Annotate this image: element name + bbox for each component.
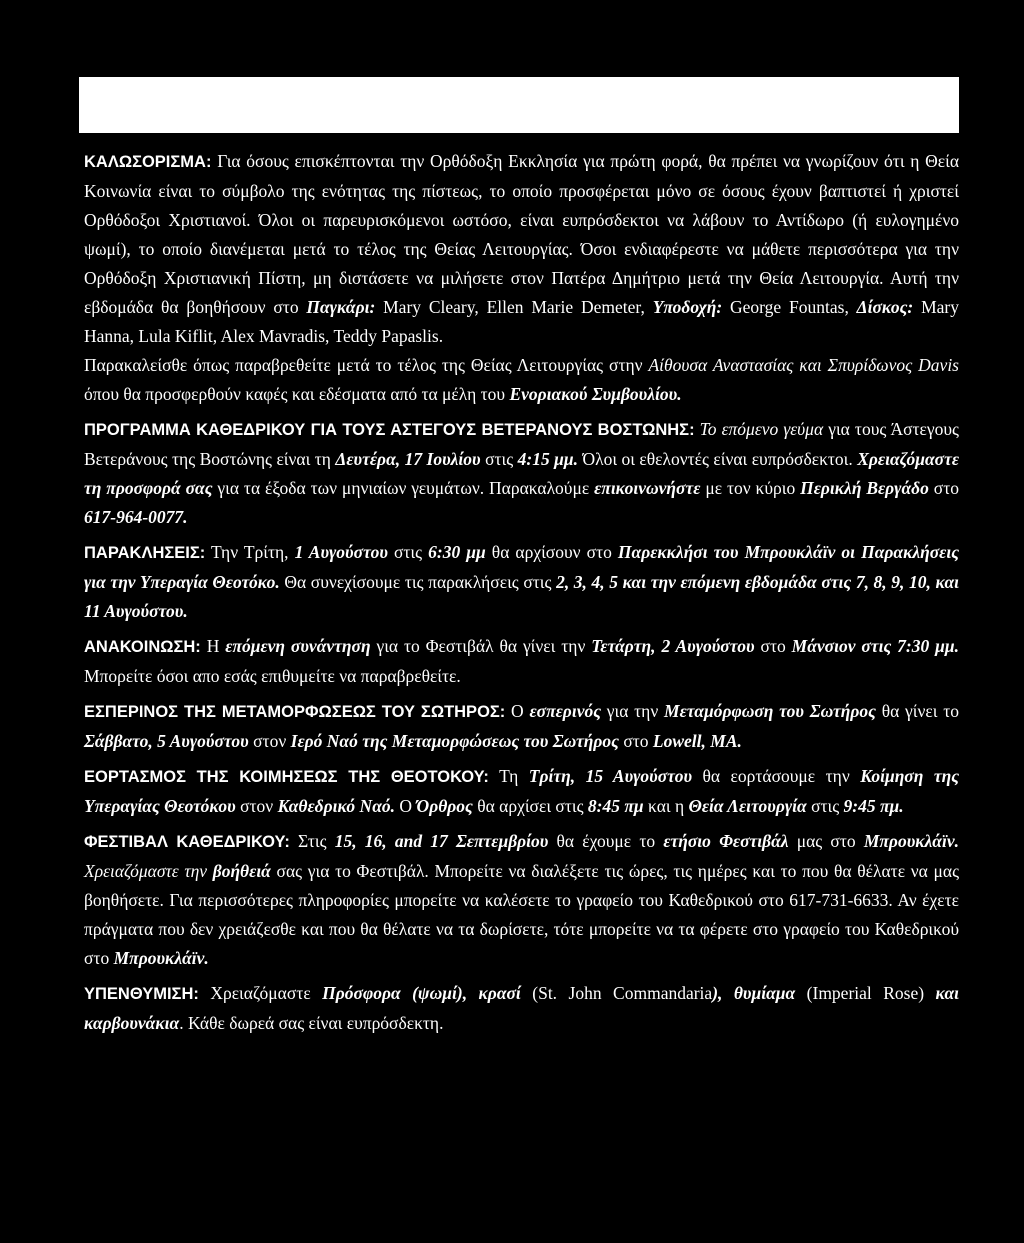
paraklesis-dates: 2, 3, 4, 5 και την επόμενη εβδομάδα στις 7, 8, 9, 10, και 11 Αυγούστου. <box>84 572 959 621</box>
reminder-paragraph <box>84 979 959 1038</box>
welcome-text: Για όσους επισκέπτονται την Ορθόδοξη Εκκλησία για πρώτη φορά, θα πρέπει να γνωρίζουν ότι η Θεία Κοινωνία είναι το σύμβολο της ενότητας της πίστεως, το οποίο προσφέρεται μόνο σε όσους έχουν βαπτιστεί ή χριστεί Ορθόδοξοι Χριστιανοί. Όλοι οι παρευρισκόμενοι ωστόσο, είναι ευπρόσδεκτοι να λάβουν το Αντίδωρο (ή ευλογημένο ψωμί), το οποίο διανέμεται μετά το τέλος της Θείας Λειτουργίας. Όσοι ενδιαφέρεστε να μάθετε περισσότερα για την Ορθόδοξη Χριστιανική Πίστη, μη διστάσετε να μιλήσετε στον Πατέρα Δημήτριο μετά την Θεία Λειτουργία. Αυτή την εβδομάδα θα βοηθήσουν στο <box>84 151 960 317</box>
veterans-text-1: για τους Άστεγους Βετεράνους της Βοστώνης είναι τη <box>84 419 959 469</box>
veterans-contact: επικοινωνήστε <box>594 478 701 498</box>
veterans-time: 4:15 μμ. <box>517 449 579 469</box>
welcome-heading: ΚΑΛΩΣΟΡΙΣΜΑ: <box>84 153 212 171</box>
vespers-text-5: στο <box>618 731 653 751</box>
dormition-orthros: Όρθρος <box>416 796 473 816</box>
dormition-text-7: στις <box>806 796 844 816</box>
coffee-council: Ενοριακού Συμβουλίου. <box>509 384 682 404</box>
reception-label: Υποδοχή: <box>652 297 723 317</box>
coffee-paragraph <box>84 351 959 409</box>
dormition-paragraph <box>84 762 959 821</box>
vespers-heading: ΕΣΠΕΡΙΝΟΣ ΤΗΣ ΜΕΤΑΜΟΡΦΩΣΕΩΣ ΤΟΥ ΣΩΤΗΡΟΣ: <box>84 703 506 721</box>
vespers-date: Σάββατο, 5 Αυγούστου <box>84 731 249 751</box>
veterans-need: Χρειαζόμαστε τη προσφορά σας <box>84 449 960 498</box>
dormition-text-5: θα αρχίσει στις <box>472 796 588 816</box>
festival-text-3: μας στο <box>788 831 864 851</box>
paraklesis-text-3: θα αρχίσουν στο <box>485 542 618 562</box>
reminder-text-3: (Imperial Rose) <box>795 983 936 1003</box>
coffee-text-2: όπου θα προσφερθούν καφές και εδέσματα από τα μέλη του <box>84 384 510 404</box>
announcement-text-3: στο <box>754 636 792 656</box>
festival-place: Μπρουκλάϊν. <box>863 831 959 851</box>
paraklesis-date: 1 Αυγούστου <box>294 542 388 562</box>
reminder-heading: ΥΠΕΝΘΥΜΙΣΗ: <box>84 985 199 1003</box>
vespers-church: Ιερό Ναό της Μεταμορφώσεως του Σωτήρος <box>290 731 619 751</box>
dormition-text-1: Τη <box>488 766 529 786</box>
vespers-text-1: Ο <box>505 701 530 721</box>
announcement-place: Μάνσιον στις 7:30 μμ. <box>791 636 959 656</box>
paraklesis-paragraph <box>84 538 959 626</box>
announcement-text-2: για το Φεστιβάλ θα γίνει την <box>370 636 592 656</box>
announcement-paragraph <box>84 632 959 691</box>
announcement-heading: ΑΝΑΚΟΙΝΩΣΗ: <box>84 638 201 656</box>
vespers-word: εσπερινός <box>529 701 602 721</box>
tray-label: Δίσκος: <box>856 297 914 317</box>
bulletin-content <box>84 147 959 1044</box>
coffee-text: Παρακαλείσθε όπως παραβρεθείτε μετά το τέλος της Θείας Λειτουργίας στην <box>84 355 649 375</box>
paraklesis-text-1: Την Τρίτη, <box>205 542 295 562</box>
pangari-label: Παγκάρι: <box>306 297 376 317</box>
dormition-time-1: 8:45 πμ <box>587 796 644 816</box>
veterans-text-5: με τον κύριο <box>700 478 801 498</box>
reminder-text-1: Χρειαζόμαστε <box>198 983 323 1003</box>
festival-text-1: Στις <box>289 831 335 851</box>
dormition-liturgy: Θεία Λειτουργία <box>688 796 807 816</box>
vespers-feast: Μεταμόρφωση του Σωτήρος <box>664 701 876 721</box>
festival-help: βοήθειά <box>212 861 271 881</box>
veterans-heading: ΠΡΟΓΡΑΜΜΑ ΚΑΘΕΔΡΙΚΟΥ ΓΙΑ ΤΟΥΣ ΑΣΤΕΓΟΥΣ ΒΕΤΕΡΑΝΟΥΣ ΒΟΣΤΩΝΗΣ: <box>84 421 695 439</box>
bulletin-page <box>79 133 959 1195</box>
announcement-text-1: Η <box>200 636 226 656</box>
dormition-text-4: Ο <box>395 796 417 816</box>
welcome-paragraph <box>84 147 959 351</box>
dormition-text-6: και η <box>643 796 689 816</box>
festival-paragraph <box>84 827 959 973</box>
vespers-text-3: θα γίνει το <box>875 701 959 721</box>
vespers-text-4: στον <box>248 731 291 751</box>
festival-need: Χρειαζόμαστε την <box>84 861 213 881</box>
reminder-text-4: . Κάθε δωρεά σας είναι ευπρόσδεκτη. <box>179 1013 444 1033</box>
veterans-text-4: για τα έξοδα των μηνιαίων γευμάτων. Παρακαλούμε <box>212 478 595 498</box>
reception-names: George Fountas, <box>722 297 857 317</box>
reminder-items-3: και καρβουνάκια <box>84 983 960 1033</box>
announcement-text-4: Μπορείτε όσοι απο εσάς επιθυμείτε να παραβρεθείτε. <box>84 666 461 686</box>
veterans-next-meal: Το επόμενο γεύμα <box>694 419 824 439</box>
vespers-city: Lowell, MA. <box>652 731 742 751</box>
tray-names: Mary Hanna, Lula Kiflit, Alex Mavradis, Teddy Papaslis. <box>84 297 959 346</box>
paraklesis-time: 6:30 μμ <box>428 542 486 562</box>
dormition-place: Καθεδρικό Ναό. <box>277 796 396 816</box>
veterans-phone: 617-964-0077. <box>84 507 188 527</box>
dormition-time-2: 9:45 πμ. <box>843 796 904 816</box>
veterans-text-2: στις <box>480 449 518 469</box>
reminder-text-2: (St. John Commandaria <box>520 983 713 1003</box>
veterans-text-6: στο <box>928 478 959 498</box>
vespers-text-2: για την <box>601 701 665 721</box>
reminder-items-1: Πρόσφορα (ψωμί), κρασί <box>322 983 521 1003</box>
dormition-text-2: θα εορτάσουμε την <box>692 766 861 786</box>
paraklesis-place: Παρεκκλήσι του Μπρουκλάϊν οι Παρακλήσεις για την Υπεραγία Θεοτόκο. <box>84 542 960 592</box>
dormition-feast: Κοίμηση της Υπεραγίας Θεοτόκου <box>84 766 959 816</box>
reminder-items-2: ), θυμίαμα <box>712 983 796 1003</box>
dormition-text-3: στον <box>235 796 278 816</box>
announcement-date: Τετάρτη, 2 Αυγούστου <box>591 636 755 656</box>
paraklesis-text-2: στις <box>387 542 429 562</box>
paraklesis-text-4: Θα συνεχίσουμε τις παρακλήσεις στις <box>279 572 557 592</box>
veterans-person: Περικλή Βεργάδο <box>800 478 929 498</box>
dormition-heading: ΕΟΡΤΑΣΜΟΣ ΤΗΣ ΚΟΙΜΗΣΕΩΣ ΤΗΣ ΘΕΟΤΟΚΟΥ: <box>84 768 489 786</box>
festival-heading: ΦΕΣΤΙΒΑΛ ΚΑΘΕΔΡΙΚΟΥ: <box>84 833 290 851</box>
festival-text-2: θα έχουμε το <box>548 831 664 851</box>
pangari-names: Mary Cleary, Ellen Marie Demeter, <box>375 297 653 317</box>
veterans-paragraph <box>84 415 959 532</box>
festival-text-4: σας για το Φεστιβάλ. Μπορείτε να διαλέξετε τις ώρες, τις ημέρες και το που θα θέλατε να μας βοηθήσετε. Για περισσότερες πληροφορίες μπορείτε να καλέσετε το γραφείο του Καθεδρικού στο 617-731-6633. Αν έχετε πράγματα που δεν χρειάζεσθε και που θα θέλατε να τα δωρίσετε, τότε μπορείτε να τα φέρετε στο γραφείο του Καθεδρικού στο <box>84 861 959 968</box>
festival-annual: ετήσιο Φεστιβάλ <box>663 831 789 851</box>
vespers-paragraph <box>84 697 959 756</box>
paraklesis-heading: ΠΑΡΑΚΛΗΣΕΙΣ: <box>84 544 206 562</box>
festival-dates: 15, 16, and 17 Σεπτεμβρίου <box>334 831 549 851</box>
dormition-date: Τρίτη, 15 Αυγούστου <box>528 766 693 786</box>
festival-place-2: Μπρουκλάϊν. <box>113 948 209 968</box>
announcement-next-meeting: επόμενη συνάντηση <box>225 636 371 656</box>
veterans-text-3: Όλοι οι εθελοντές είναι ευπρόσδεκτοι. <box>578 449 858 469</box>
veterans-date: Δευτέρα, 17 Ιουλίου <box>335 449 481 469</box>
title-bar <box>79 77 959 133</box>
coffee-hall: Αίθουσα Αναστασίας και Σπυρίδωνος Davis <box>648 355 959 375</box>
